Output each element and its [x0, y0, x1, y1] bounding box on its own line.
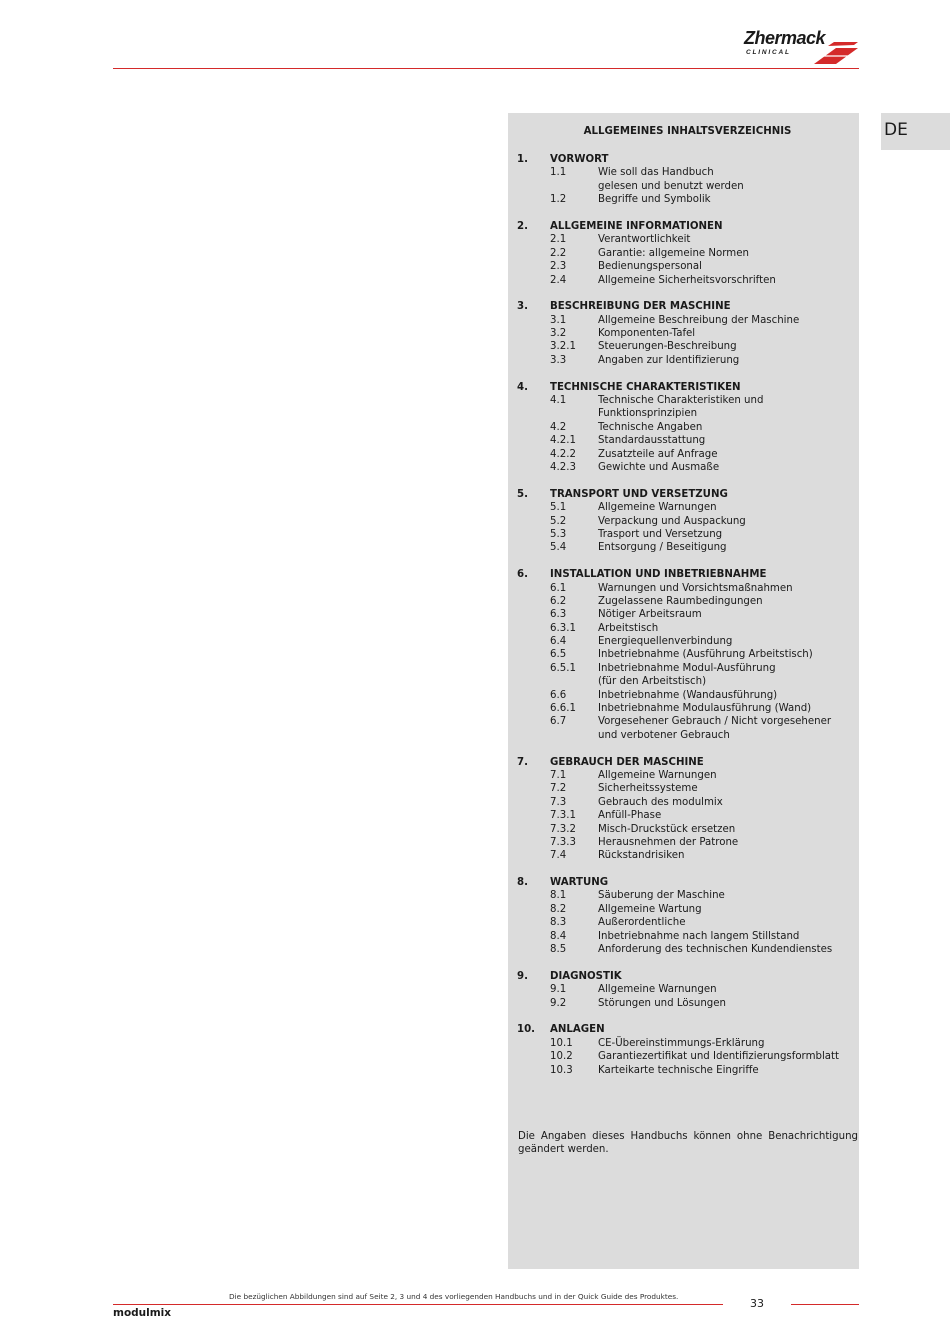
entry-title: Allgemeine Warnungen [598, 984, 717, 996]
entry-number: 2.3 [550, 261, 567, 273]
entry-title: Inbetriebnahme (Wandausführung) [598, 689, 778, 701]
toc-section-heading [508, 300, 859, 313]
entry-title: Allgemeine Warnungen [598, 502, 717, 514]
toc-panel [508, 113, 859, 1269]
entry-title: Allgemeine Warnungen [598, 769, 717, 781]
entry-number: 8.1 [550, 890, 567, 902]
entry-number: 7.3.2 [550, 823, 576, 835]
entry-number: 6.1 [550, 582, 567, 594]
toc-entry [508, 648, 859, 661]
section-title: GEBRAUCH DER MASCHINE [550, 756, 704, 768]
toc-entry [508, 515, 859, 528]
toc-entry [508, 1037, 859, 1050]
entry-number: 4.2.3 [550, 461, 576, 473]
section-title: BESCHREIBUNG DER MASCHINE [550, 301, 731, 313]
entry-title: Garantiezertifikat und Identifizierungsformblatt [598, 1051, 840, 1063]
section-title: VORWORT [550, 154, 609, 165]
toc-entry [508, 930, 859, 943]
section-number: 3. [517, 301, 528, 313]
section-title: WARTUNG [550, 877, 609, 889]
toc-spacer [508, 555, 859, 568]
entry-number: 6.3 [550, 609, 567, 621]
entry-number: 5.1 [550, 502, 567, 514]
toc-entry [508, 823, 859, 836]
toc-entry [508, 166, 859, 179]
entry-title: Zusatzteile auf Anfrage [598, 448, 718, 460]
entry-title-continuation: gelesen und benutzt werden [598, 180, 744, 192]
toc-entry [508, 809, 859, 822]
toc-entry [508, 622, 859, 635]
toc-section-heading [508, 970, 859, 983]
entry-number: 3.3 [550, 354, 567, 366]
entry-title: Garantie: allgemeine Normen [598, 247, 749, 259]
entry-number: 4.2.1 [550, 435, 576, 447]
entry-title: Energiequellenverbindung [598, 636, 733, 648]
zhermack-logo [744, 28, 862, 68]
entry-number: 8.2 [550, 903, 567, 915]
toc-entry [508, 796, 859, 809]
section-title: ALLGEMEINE INFORMATIONEN [550, 220, 723, 232]
section-title: TRANSPORT UND VERSETZUNG [550, 488, 728, 500]
entry-title: Anfüll-Phase [598, 810, 662, 822]
entry-number: 1.2 [550, 194, 567, 206]
toc-entry [508, 193, 859, 206]
toc-entry [508, 394, 859, 407]
toc-entry [508, 274, 859, 287]
entry-number: 1.1 [550, 167, 567, 179]
entry-title: Arbeitstisch [598, 622, 659, 634]
section-title: TECHNISCHE CHARAKTERISTIKEN [550, 381, 741, 393]
entry-title: Störungen und Lösungen [598, 997, 726, 1009]
toc-entry [508, 327, 859, 340]
page-number: 33 [750, 1297, 764, 1310]
toc-entry-continuation [508, 407, 859, 420]
entry-number: 7.1 [550, 769, 567, 781]
toc-entry [508, 434, 859, 447]
toc-entry [508, 608, 859, 621]
entry-number: 9.2 [550, 997, 567, 1009]
toc-entry [508, 233, 859, 246]
toc-spacer [508, 863, 859, 876]
entry-number: 6.4 [550, 636, 567, 648]
toc-entry [508, 889, 859, 902]
entry-number: 6.2 [550, 595, 567, 607]
entry-number: 4.1 [550, 395, 567, 407]
logo-wordmark: Zhermack [744, 28, 826, 48]
language-tab-label: DE [884, 120, 908, 140]
toc-entry [508, 715, 859, 728]
entry-title: Gebrauch des modulmix [598, 796, 723, 808]
entry-title: Inbetriebnahme (Ausführung Arbeitstisch) [598, 649, 813, 661]
entry-title: Herausnehmen der Patrone [598, 836, 739, 848]
entry-title: Allgemeine Beschreibung der Maschine [598, 314, 800, 326]
entry-number: 10.1 [550, 1037, 573, 1049]
entry-title: Anforderung des technischen Kundendienstes [598, 944, 833, 956]
toc-entry [508, 314, 859, 327]
section-number: 6. [517, 569, 528, 581]
entry-number: 10.3 [550, 1064, 573, 1076]
entry-title: Begriffe und Symbolik [598, 194, 711, 206]
toc-entry [508, 1064, 859, 1077]
toc-entry [508, 916, 859, 929]
toc-entry [508, 849, 859, 862]
entry-title: Karteikarte technische Eingriffe [598, 1064, 759, 1076]
entry-title: Inbetriebnahme nach langem Stillstand [598, 930, 800, 942]
toc-entry [508, 997, 859, 1010]
section-title: DIAGNOSTIK [550, 970, 622, 982]
toc-entry [508, 769, 859, 782]
toc-section-heading [508, 220, 859, 233]
entry-title: Verantwortlichkeit [598, 234, 691, 246]
toc-entry [508, 501, 859, 514]
entry-number: 7.3.3 [550, 836, 576, 848]
toc-entry [508, 421, 859, 434]
entry-number: 6.5 [550, 649, 567, 661]
entry-title: Angaben zur Identifizierung [598, 354, 740, 366]
toc-section-heading [508, 756, 859, 769]
toc-section-heading [508, 568, 859, 581]
section-number: 8. [517, 877, 528, 889]
entry-number: 7.4 [550, 850, 567, 862]
disclaimer-text: Die Angaben dieses Handbuchs können ohne Benachrichtigung geändert werden. [518, 1131, 858, 1156]
section-number: 9. [517, 970, 528, 982]
toc-entry [508, 340, 859, 353]
toc-entry [508, 582, 859, 595]
toc-entry [508, 528, 859, 541]
toc-spacer [508, 956, 859, 969]
toc-entry [508, 782, 859, 795]
section-number: 4. [517, 381, 528, 393]
entry-title: Entsorgung / Beseitigung [598, 542, 727, 554]
entry-title: Inbetriebnahme Modul-Ausführung [598, 662, 776, 674]
toc-entry [508, 461, 859, 474]
section-number: 5. [517, 488, 528, 500]
entry-number: 9.1 [550, 984, 567, 996]
entry-number: 7.3.1 [550, 810, 576, 822]
entry-number: 2.1 [550, 234, 567, 246]
toc-entry [508, 689, 859, 702]
entry-title: Inbetriebnahme Modulausführung (Wand) [598, 703, 812, 715]
entry-number: 8.3 [550, 917, 567, 929]
entry-title: Gewichte und Ausmaße [598, 461, 720, 473]
entry-title: Technische Angaben [598, 421, 703, 433]
toc-entry [508, 702, 859, 715]
entry-number: 3.2.1 [550, 341, 576, 353]
entry-title: Bedienungspersonal [598, 261, 702, 273]
entry-title: Steuerungen-Beschreibung [598, 341, 737, 353]
footer-rule-right [791, 1304, 859, 1305]
language-tab[interactable] [881, 113, 950, 150]
entry-title: Wie soll das Handbuch [598, 167, 714, 179]
entry-number: 5.3 [550, 528, 567, 540]
logo-stripes-icon [810, 42, 860, 66]
toc-entry [508, 448, 859, 461]
entry-number: 4.2.2 [550, 448, 576, 460]
entry-number: 3.2 [550, 328, 567, 340]
section-number: 10. [517, 1024, 536, 1036]
entry-title: Zugelassene Raumbedingungen [598, 595, 763, 607]
toc-entry [508, 1050, 859, 1063]
toc-title: ALLGEMEINES INHALTSVERZEICHNIS [583, 126, 792, 137]
entry-number: 6.3.1 [550, 622, 576, 634]
entry-title: Rückstandrisiken [598, 850, 685, 862]
toc-spacer [508, 207, 859, 220]
entry-title: Trasport und Versetzung [598, 528, 723, 540]
entry-number: 6.6 [550, 689, 567, 701]
entry-title: Verpackung und Auspackung [598, 515, 746, 527]
entry-number: 2.4 [550, 274, 567, 286]
logo-subtext: CLINICAL [746, 49, 791, 56]
entry-number: 5.2 [550, 515, 567, 527]
toc-entry-continuation [508, 675, 859, 688]
entry-title: CE-Übereinstimmungs-Erklärung [598, 1037, 765, 1049]
entry-number: 3.1 [550, 314, 567, 326]
entry-title: Standardausstattung [598, 435, 706, 447]
toc-entry [508, 983, 859, 996]
entry-title: Außerordentliche [598, 917, 686, 929]
entry-title: Allgemeine Sicherheitsvorschriften [598, 274, 776, 286]
entry-title: Technische Charakteristiken und [598, 395, 764, 407]
toc-spacer [508, 287, 859, 300]
toc-entry [508, 595, 859, 608]
section-title: INSTALLATION UND INBETRIEBNAHME [550, 569, 767, 581]
section-number: 7. [517, 756, 528, 768]
entry-number: 7.2 [550, 783, 567, 795]
toc-section-heading [508, 381, 859, 394]
entry-number: 4.2 [550, 421, 567, 433]
toc-entry [508, 943, 859, 956]
toc-section-heading [508, 876, 859, 889]
toc-entry [508, 635, 859, 648]
entry-title: Misch-Druckstück ersetzen [598, 823, 736, 835]
section-title: ANLAGEN [550, 1024, 605, 1036]
entry-number: 5.4 [550, 542, 567, 554]
entry-number: 6.6.1 [550, 703, 576, 715]
entry-title: Vorgesehener Gebrauch / Nicht vorgesehener [598, 716, 832, 728]
entry-title-continuation: Funktionsprinzipien [598, 408, 698, 420]
entry-number: 8.4 [550, 930, 567, 942]
toc-spacer [508, 367, 859, 380]
toc-section-heading [508, 1023, 859, 1036]
entry-title-continuation: (für den Arbeitstisch) [598, 676, 707, 688]
toc-list [508, 153, 859, 1077]
toc-entry-continuation [508, 180, 859, 193]
toc-entry [508, 247, 859, 260]
toc-entry [508, 541, 859, 554]
toc-section-heading [508, 153, 859, 166]
entry-number: 6.7 [550, 716, 567, 728]
entry-title: Sicherheitssysteme [598, 783, 698, 795]
entry-number: 8.5 [550, 944, 567, 956]
section-number: 2. [517, 220, 528, 232]
toc-spacer [508, 742, 859, 755]
toc-section-heading [508, 488, 859, 501]
entry-number: 2.2 [550, 247, 567, 259]
entry-title: Warnungen und Vorsichtsmaßnahmen [598, 582, 793, 594]
entry-title-continuation: und verbotener Gebrauch [598, 729, 730, 741]
toc-entry [508, 903, 859, 916]
entry-number: 7.3 [550, 796, 567, 808]
toc-entry [508, 662, 859, 675]
section-number: 1. [517, 154, 528, 165]
entry-title: Säuberung der Maschine [598, 890, 725, 902]
toc-spacer [508, 1010, 859, 1023]
toc-spacer [508, 474, 859, 487]
toc-entry [508, 354, 859, 367]
header-rule [113, 68, 859, 69]
entry-number: 6.5.1 [550, 662, 576, 674]
product-name: modulmix [113, 1307, 172, 1319]
toc-entry-continuation [508, 729, 859, 742]
entry-number: 10.2 [550, 1051, 573, 1063]
entry-title: Komponenten-Tafel [598, 328, 696, 340]
entry-title: Nötiger Arbeitsraum [598, 609, 702, 621]
entry-title: Allgemeine Wartung [598, 903, 702, 915]
footer-rule-left [113, 1304, 723, 1305]
toc-entry [508, 836, 859, 849]
toc-entry [508, 260, 859, 273]
footer-note: Die bezüglichen Abbildungen sind auf Seite 2, 3 und 4 des vorliegenden Handbuchs und in der Quick Guide des Produktes. [229, 1292, 679, 1301]
